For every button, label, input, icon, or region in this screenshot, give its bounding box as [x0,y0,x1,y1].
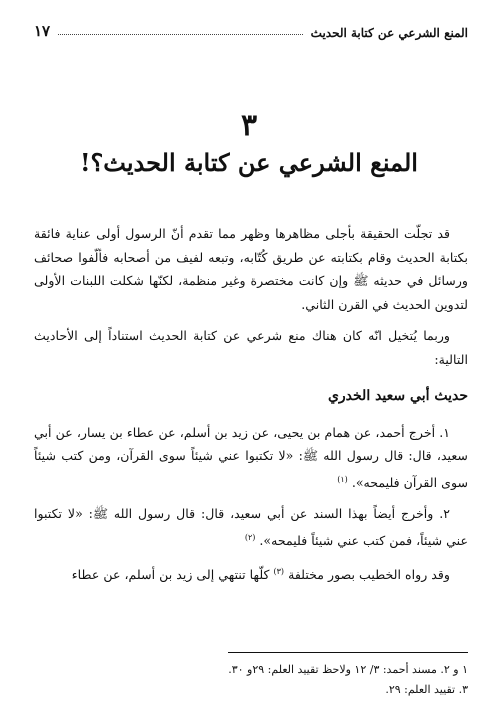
paragraph [34,560,468,587]
hadith-text: ٢. وأخرج أيضاً بهذا السند عن أبي سعيد، قال: قال رسول الله ﷺ: «لا تكتبوا عني شيئاً، فمن كتب عني شيئاً فليمحه». [34,506,468,548]
footnotes [34,660,468,700]
chapter-number: ٣ [240,108,258,143]
body-text [34,222,468,587]
footnote-ref: (١) [337,474,348,484]
hadith-item [34,502,468,552]
running-title: المنع الشرعي عن كتابة الحديث [310,26,468,40]
hadith-item [34,421,468,495]
running-header [34,14,468,40]
footnote: ٣. تقييد العلم: ٢٩. [385,683,468,696]
paragraph: قد تجلّت الحقيقة بأجلى مظاهرها وظهر مما تقدم أنّ الرسول أولى عناية فائقة بكتابة الحديث وقام بكتابته عن طريق كُتّابه، وتبعه لفيف من أصحابه فألّفوا صحائف ورسائل في حديثه ﷺ وإن كانت مختصرة وغير منظمة، لكنّها شكلت اللبنات الأولى لتدوين الحديث في القرن الثاني. [34,226,468,312]
footnote-ref: (٣) [273,567,285,577]
paragraph-text: كلّها تنتهي إلى زيد بن أسلم، عن عطاء [71,567,270,583]
page-number: ١٧ [34,22,51,40]
section-subheading: حديث أبي سعيد الخدري [327,388,468,404]
paragraph: وربما يُتخيل انّه كان هناك منع شرعي عن كتابة الحديث استناداً إلى الأحاديث التالية: [34,328,468,367]
chapter-title: المنع الشرعي عن كتابة الحديث؟! [80,148,418,177]
header-dotted-rule [58,34,303,35]
paragraph-text: وقد رواه الخطيب بصور مختلفة [288,567,450,583]
footnote-separator [228,652,468,653]
footnote-ref: (٢) [244,532,256,542]
footnote: ١ و ٢. مسند أحمد: ٣/ ١٢ ولاحظ تقييد العلم: ٢٩و ٣٠. [228,663,468,676]
hadith-text: ١. أخرج أحمد، عن همام بن يحيى، عن زيد بن أسلم، عن عطاء بن يسار، عن أبي سعيد، قال: قال رسول الله ﷺ: «لا تكتبوا عني شيئاً سوى القرآن، ومن كتب شيئاً سوى القرآن فليمحه». [34,424,468,490]
